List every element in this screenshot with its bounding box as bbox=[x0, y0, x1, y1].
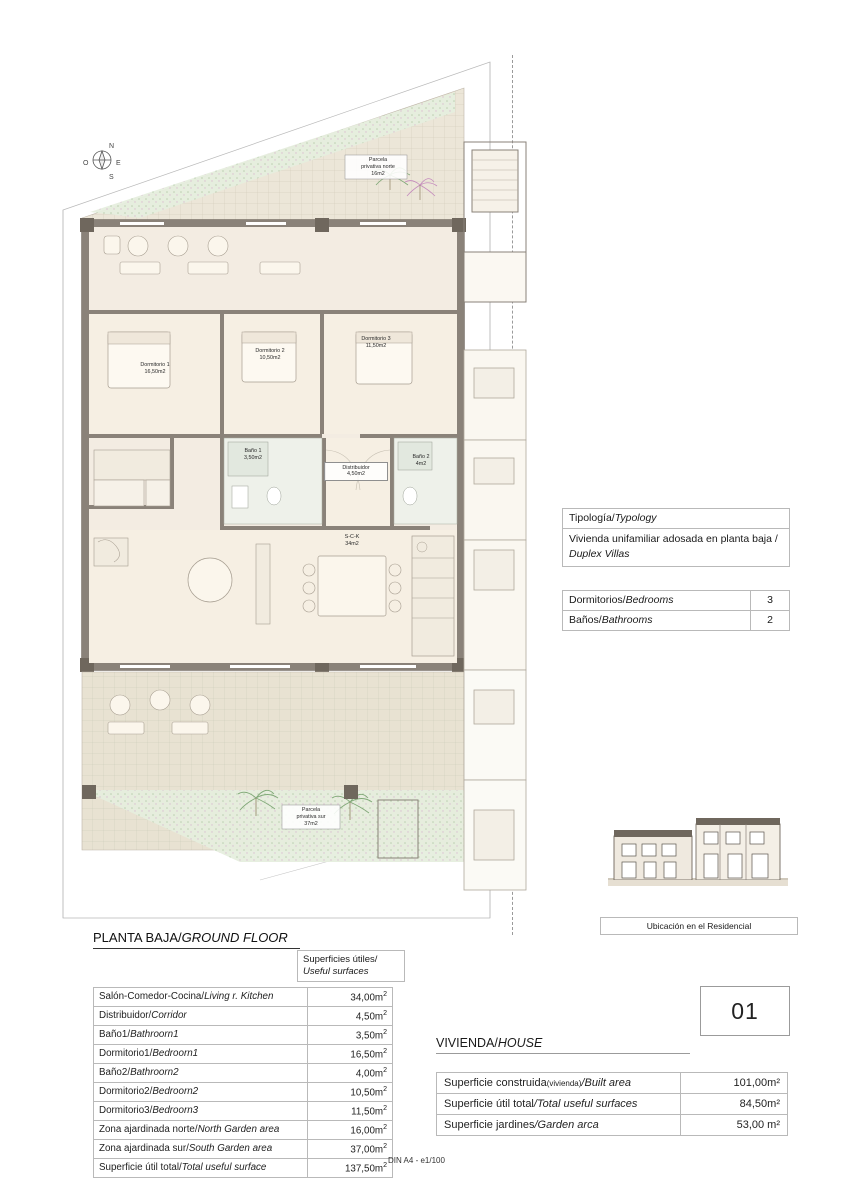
table-row bbox=[437, 1115, 788, 1136]
bathrooms-value: 2 bbox=[751, 611, 790, 631]
surface-row-value: $4,50m^2$ bbox=[308, 1007, 393, 1026]
built-area-value: 101,00m² bbox=[681, 1073, 788, 1094]
garden-area-label: Superficie jardines/Garden arca bbox=[437, 1115, 681, 1136]
surface-row-label: Dormitorio2/Bedroorn2 bbox=[94, 1083, 308, 1102]
table-row bbox=[94, 1140, 393, 1159]
room-label-dormitorio-2: Dormitorio 2 10,50m2 bbox=[255, 348, 285, 361]
surface-summary-table bbox=[436, 1072, 788, 1136]
surface-row-value: $34,00m^2$ bbox=[308, 988, 393, 1007]
svg-text:E: E bbox=[116, 160, 121, 167]
surface-row-label: Superficie útil total/Total useful surface bbox=[94, 1159, 308, 1178]
table-row bbox=[94, 1121, 393, 1140]
table-row bbox=[94, 1159, 393, 1178]
surface-row-value: $16,00m^2$ bbox=[308, 1121, 393, 1140]
garden-area-value: 53,00 m² bbox=[681, 1115, 788, 1136]
surface-row-label: Dormitorio3/Bedroorn3 bbox=[94, 1102, 308, 1121]
surface-row-value: $10,50m^2$ bbox=[308, 1083, 393, 1102]
unit-number: 01 bbox=[731, 997, 759, 1024]
surface-row-label: Distribuidor/Corridor bbox=[94, 1007, 308, 1026]
surface-row-label: Baño1/Bathroorn1 bbox=[94, 1026, 308, 1045]
svg-text:S: S bbox=[109, 174, 114, 181]
room-label-dormitorio-3: Dormitorio 3 11,50m2 bbox=[361, 336, 391, 349]
table-row bbox=[563, 591, 790, 611]
room-label-bano-2: Baño 2 4m2 bbox=[412, 454, 430, 467]
surface-row-value: $4,00m^2$ bbox=[308, 1064, 393, 1083]
table-row bbox=[94, 1045, 393, 1064]
surface-row-label: Salón-Comedor-Cocina/Living r. Kitchen bbox=[94, 988, 308, 1007]
room-label-salon-comedor-cocina: S-C-K 34m2 bbox=[344, 534, 360, 547]
table-row bbox=[437, 1073, 788, 1094]
surface-row-value: $37,00m^2$ bbox=[308, 1140, 393, 1159]
svg-text:O: O bbox=[83, 160, 89, 167]
room-label-bano-1: Baño 1 3,50m2 bbox=[244, 448, 262, 461]
surface-row-label: Baño2/Bathroorn2 bbox=[94, 1064, 308, 1083]
room-label-parcela-sur: Parcela privativa sur 37m2 bbox=[296, 807, 326, 827]
total-useful-label: Superficie útil total/Total useful surfaces bbox=[437, 1094, 681, 1115]
surface-row-value: $16,50m^2$ bbox=[308, 1045, 393, 1064]
ground-floor-surface-table bbox=[93, 987, 393, 1178]
rooms-count-table bbox=[562, 590, 790, 631]
table-row bbox=[94, 988, 393, 1007]
scale-note: DIN A4 - e1/100 bbox=[388, 1156, 445, 1165]
surface-row-value: $137,50m^2$ bbox=[308, 1159, 393, 1178]
surface-row-value: $3,50m^2$ bbox=[308, 1026, 393, 1045]
surface-row-label: Zona ajardinada sur/South Garden area bbox=[94, 1140, 308, 1159]
useful-surfaces-header: Superficies útiles/ Useful surfaces bbox=[297, 950, 405, 982]
location-caption: Ubicación en el Residencial bbox=[600, 917, 798, 935]
table-row bbox=[437, 1094, 788, 1115]
room-label-distribuidor: Distribuidor 4,50m2 bbox=[324, 462, 388, 481]
table-row bbox=[94, 1102, 393, 1121]
table-row bbox=[94, 1026, 393, 1045]
floor-plan-drawing bbox=[60, 50, 530, 930]
table-row bbox=[94, 1083, 393, 1102]
bathrooms-label: Baños/Bathrooms bbox=[563, 611, 751, 631]
surface-row-value: $11,50m^2$ bbox=[308, 1102, 393, 1121]
surface-row-label: Zona ajardinada norte/North Garden area bbox=[94, 1121, 308, 1140]
room-label-parcela-norte: Parcela privativa norte 16m2 bbox=[361, 157, 395, 177]
built-area-label: Superficie construida(vivienda)/Built area bbox=[437, 1073, 681, 1094]
total-useful-value: 84,50m² bbox=[681, 1094, 788, 1115]
unit-number-box bbox=[700, 986, 790, 1036]
typology-header: Tipología/Typology bbox=[563, 509, 790, 529]
bedrooms-value: 3 bbox=[751, 591, 790, 611]
building-elevation-sketch bbox=[600, 800, 796, 910]
room-label-dormitorio-1: Dormitorio 1 16,50m2 bbox=[140, 362, 170, 375]
typology-value: Vivienda unifamiliar adosada en planta baja / Duplex Villas bbox=[563, 529, 790, 566]
house-label: VIVIENDA/HOUSE bbox=[436, 1036, 690, 1054]
typology-table bbox=[562, 508, 790, 567]
table-row bbox=[94, 1064, 393, 1083]
ground-floor-title: PLANTA BAJA/GROUND FLOOR bbox=[93, 930, 300, 949]
svg-text:N: N bbox=[109, 143, 115, 150]
surface-row-label: Dormitorio1/Bedroorn1 bbox=[94, 1045, 308, 1064]
table-row bbox=[94, 1007, 393, 1026]
bedrooms-label: Dormitorios/Bedrooms bbox=[563, 591, 751, 611]
table-row bbox=[563, 611, 790, 631]
